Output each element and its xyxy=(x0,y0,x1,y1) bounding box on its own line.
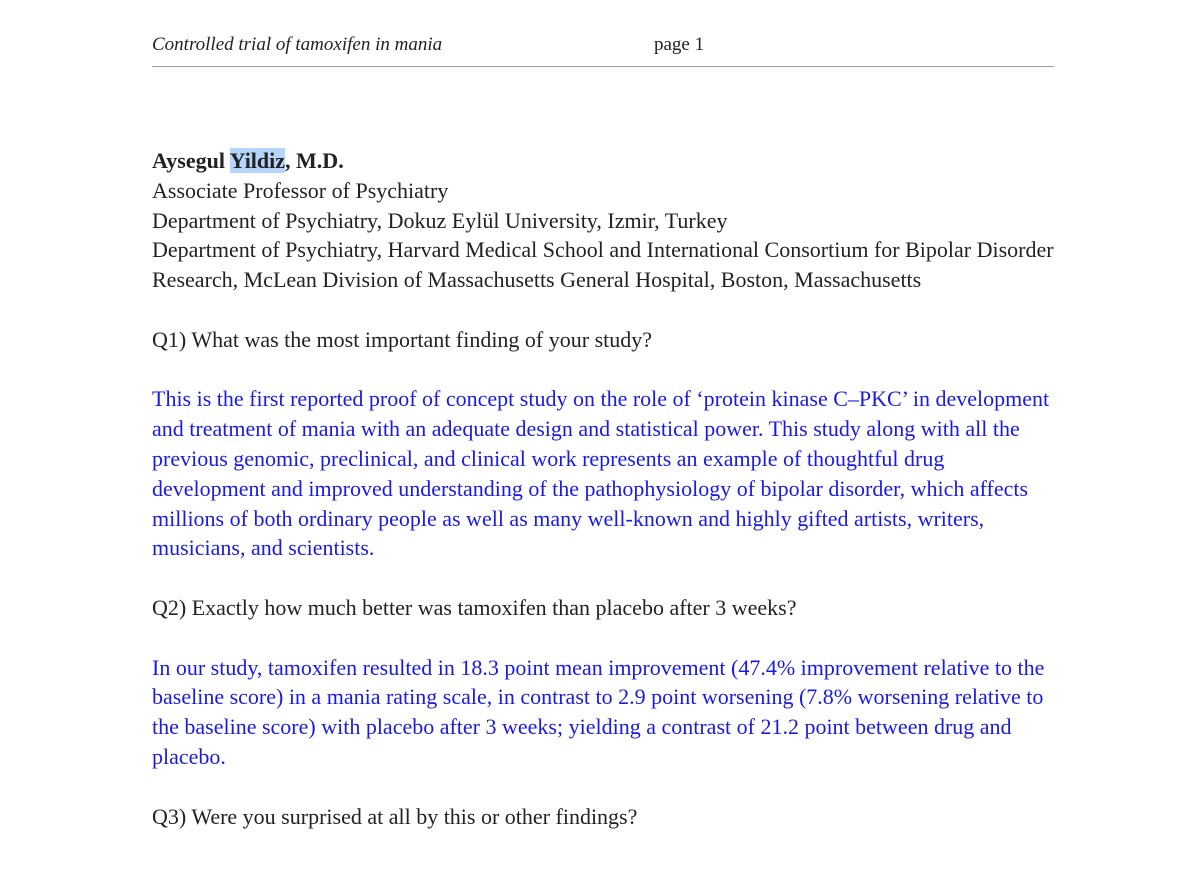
answer-2: In our study, tamoxifen resulted in 18.3 point mean improvement (47.4% improvement relative to the baseline score) in a mania rating scale, in contrast to 2.9 point worsening (7.8% worsening relative to the baseline score) with placebo after 3 weeks; yielding a contrast of 21.2 point between drug and placebo. xyxy=(152,654,1045,769)
question-3: Q3) Were you surprised at all by this or other findings? xyxy=(152,803,638,829)
question-1: Q1) What was the most important finding of your study? xyxy=(152,326,653,352)
question-2: Q2) Exactly how much better was tamoxifen than placebo after 3 weeks? xyxy=(152,594,797,620)
author-degree: , M.D. xyxy=(285,148,344,173)
running-header-title: Controlled trial of tamoxifen in mania xyxy=(152,34,443,55)
answer-1: This is the first reported proof of concept study on the role of ‘protein kinase C–PKC’ in development and treatment of mania with an adequate design and statistical power. This study along with all the previous genomic, preclinical, and clinical work represents an example of thoughtful drug development and improved understanding of the pathophysiology of bipolar disorder, which affects millions of both ordinary people as well as many well-known and highly gifted artists, writers, musicians, and scientists. xyxy=(152,386,1050,561)
document-body xyxy=(152,146,1062,861)
author-affiliation-2: Department of Psychiatry, Harvard Medical School and International Consortium for Bipolar Disorder Research, McLean Division of Massachusetts General Hospital, Boston, Massachusetts xyxy=(152,237,1054,293)
header-divider xyxy=(152,66,1054,67)
author-name xyxy=(152,146,1062,176)
author-affiliation-1: Department of Psychiatry, Dokuz Eylül University, Izmir, Turkey xyxy=(152,207,728,233)
page-number: page 1 xyxy=(654,34,705,55)
selected-text[interactable]: Yildiz xyxy=(229,148,286,173)
running-header xyxy=(152,33,1054,57)
author-first-name: Aysegul xyxy=(152,148,225,173)
author-title: Associate Professor of Psychiatry xyxy=(152,177,449,203)
author-block xyxy=(152,146,1062,295)
